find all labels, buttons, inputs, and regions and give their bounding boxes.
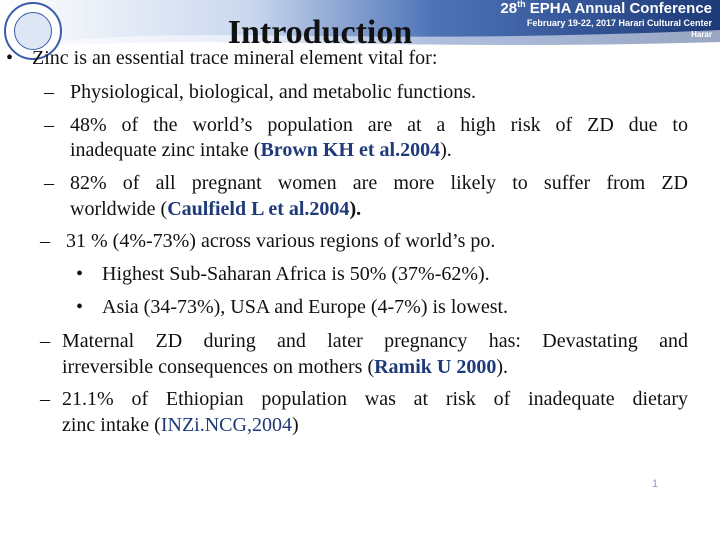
- dash-marker: –: [44, 172, 54, 194]
- bullet-text: Highest Sub-Saharan Africa is 50% (37%-62%).: [102, 263, 490, 285]
- bullet-text: 48% of the world’s population are at a high risk of ZD due to: [70, 114, 688, 136]
- citation: Caulfield L et al.2004: [167, 198, 350, 220]
- bullet-text: Maternal ZD during and later pregnancy has: Devastating and: [62, 330, 688, 352]
- bullet-marker: •: [6, 47, 14, 69]
- citation: INZi.NCG,2004: [160, 414, 292, 436]
- conference-dates: February 19-22, 2017 Harari Cultural Center: [526, 18, 712, 28]
- bullet-text-continued: zinc intake (INZi.NCG,2004): [62, 414, 299, 436]
- bullet-text-continued: inadequate zinc intake (Brown KH et al.2004).: [70, 139, 452, 161]
- sub-bullet-marker: •: [76, 296, 84, 318]
- page-number: 1: [652, 478, 659, 490]
- bullet-text: Zinc is an essential trace mineral element vital for:: [32, 47, 438, 69]
- slide-title: Introduction: [227, 14, 413, 51]
- bullet-text: Physiological, biological, and metabolic functions.: [70, 81, 477, 103]
- dash-marker: –: [44, 114, 54, 136]
- bullet-text: 21.1% of Ethiopian population was at risk of inadequate dietary: [62, 388, 688, 410]
- citation: Brown KH et al.2004: [260, 139, 441, 161]
- bullet-text: Asia (34-73%), USA and Europe (4-7%) is lowest.: [102, 296, 509, 318]
- conference-title: 28th EPHA Annual Conference: [500, 0, 712, 17]
- sub-bullet-marker: •: [76, 263, 84, 285]
- conference-location: Harar: [691, 30, 712, 39]
- dash-marker: –: [40, 230, 50, 252]
- dash-marker: –: [40, 388, 50, 410]
- bullet-text: 31 % (4%-73%) across various regions of world’s po.: [66, 230, 496, 252]
- citation: Ramik U 2000: [374, 356, 497, 378]
- bullet-text-continued: worldwide (Caulfield L et al.2004).: [70, 198, 362, 220]
- bullet-text-continued: irreversible consequences on mothers (Ramik U 2000).: [62, 356, 509, 378]
- dash-marker: –: [44, 81, 54, 103]
- bullet-text: 82% of all pregnant women are more likely to suffer from ZD: [70, 172, 688, 194]
- dash-marker: –: [40, 330, 50, 352]
